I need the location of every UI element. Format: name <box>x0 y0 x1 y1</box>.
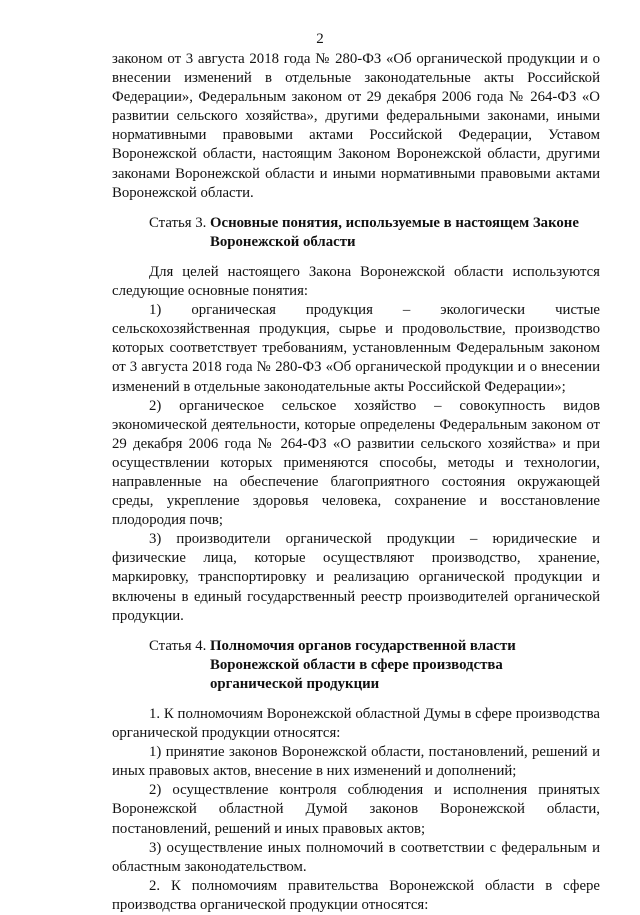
article-3-title <box>210 214 579 252</box>
article-3-paragraph: 3) производители органической продукции – юридические и физические лица, которые осуществляют производство, хранение, маркировку, транспортировку и реализацию органической продукции и включены в единый государственный реестр производителей органической продукции. <box>112 531 600 624</box>
article-4-paragraph: 3) осуществление иных полномочий в соответствии с федеральным и областным законодательством. <box>112 839 600 875</box>
article-4-title-line: Полномочия органов государственной власти <box>210 637 516 654</box>
article-4-heading <box>112 637 600 694</box>
page-number: 2 <box>316 31 324 47</box>
article-3-paragraph: 1) органическая продукция – экологически чистые сельскохозяйственная продукция, сырье и продовольствие, производство которых соответствует требованиям, установленным Федеральным законом от 3 августа 2018 года № 280-ФЗ «Об органической продукции и о внесении изменений в отдельные законодательные акты Российской Федерации»; <box>112 302 600 395</box>
article-3-paragraph: 2) органическое сельское хозяйство – совокупность видов экономической деятельности, которые определены Федеральным законом от 29 декабря 2006 года № 264-ФЗ «О развитии сельского хозяйства» и при осуществлении которых применяются способы, методы и технологии, направленные на обеспечение благоприятного состояния окружающей среды, укрепление здоровья человека, сохранение и восстановление плодородия почв; <box>112 397 600 529</box>
document-body <box>112 50 600 915</box>
continuation-paragraph: законом от 3 августа 2018 года № 280-ФЗ «Об органической продукции и о внесении изменений в отдельные законодательные акты Российской Федерации», Федеральным законом от 29 декабря 2006 года № 264-ФЗ «О развитии сельского хозяйства», другими федеральными законами, иными нормативными правовыми актами Российской Федерации, Уставом Воронежской области, настоящим Законом Воронежской области, другими законами Воронежской области и иными нормативными правовыми актами Воронежской области. <box>112 51 600 201</box>
article-3-heading <box>112 214 600 252</box>
article-4-title-line: Воронежской области в сфере производства <box>210 656 503 673</box>
article-3-title-line: Воронежской области <box>210 233 356 250</box>
article-4-title <box>210 637 516 694</box>
article-4-paragraph: 1) принятие законов Воронежской области, постановлений, решений и иных правовых актов, внесение в них изменений и дополнений; <box>112 744 600 780</box>
article-4-paragraph: 2) осуществление контроля соблюдения и исполнения принятых Воронежской областной Думой законов Воронежской области, постановлений, решений и иных правовых актов; <box>112 782 600 837</box>
article-3-label: Статья 3. <box>149 214 211 231</box>
article-4-paragraph: 1. К полномочиям Воронежской областной Думы в сфере производства органической продукции относятся: <box>112 706 600 742</box>
article-4-paragraph: 2. К полномочиям правительства Воронежской области в сфере производства органической продукции относятся: <box>112 877 600 913</box>
article-3-title-line: Основные понятия, используемые в настоящем Законе <box>210 214 579 231</box>
article-4-label: Статья 4. <box>149 637 211 654</box>
article-4-title-line: органической продукции <box>210 675 380 692</box>
article-3-paragraph: Для целей настоящего Закона Воронежской области используются следующие основные понятия: <box>112 263 600 300</box>
